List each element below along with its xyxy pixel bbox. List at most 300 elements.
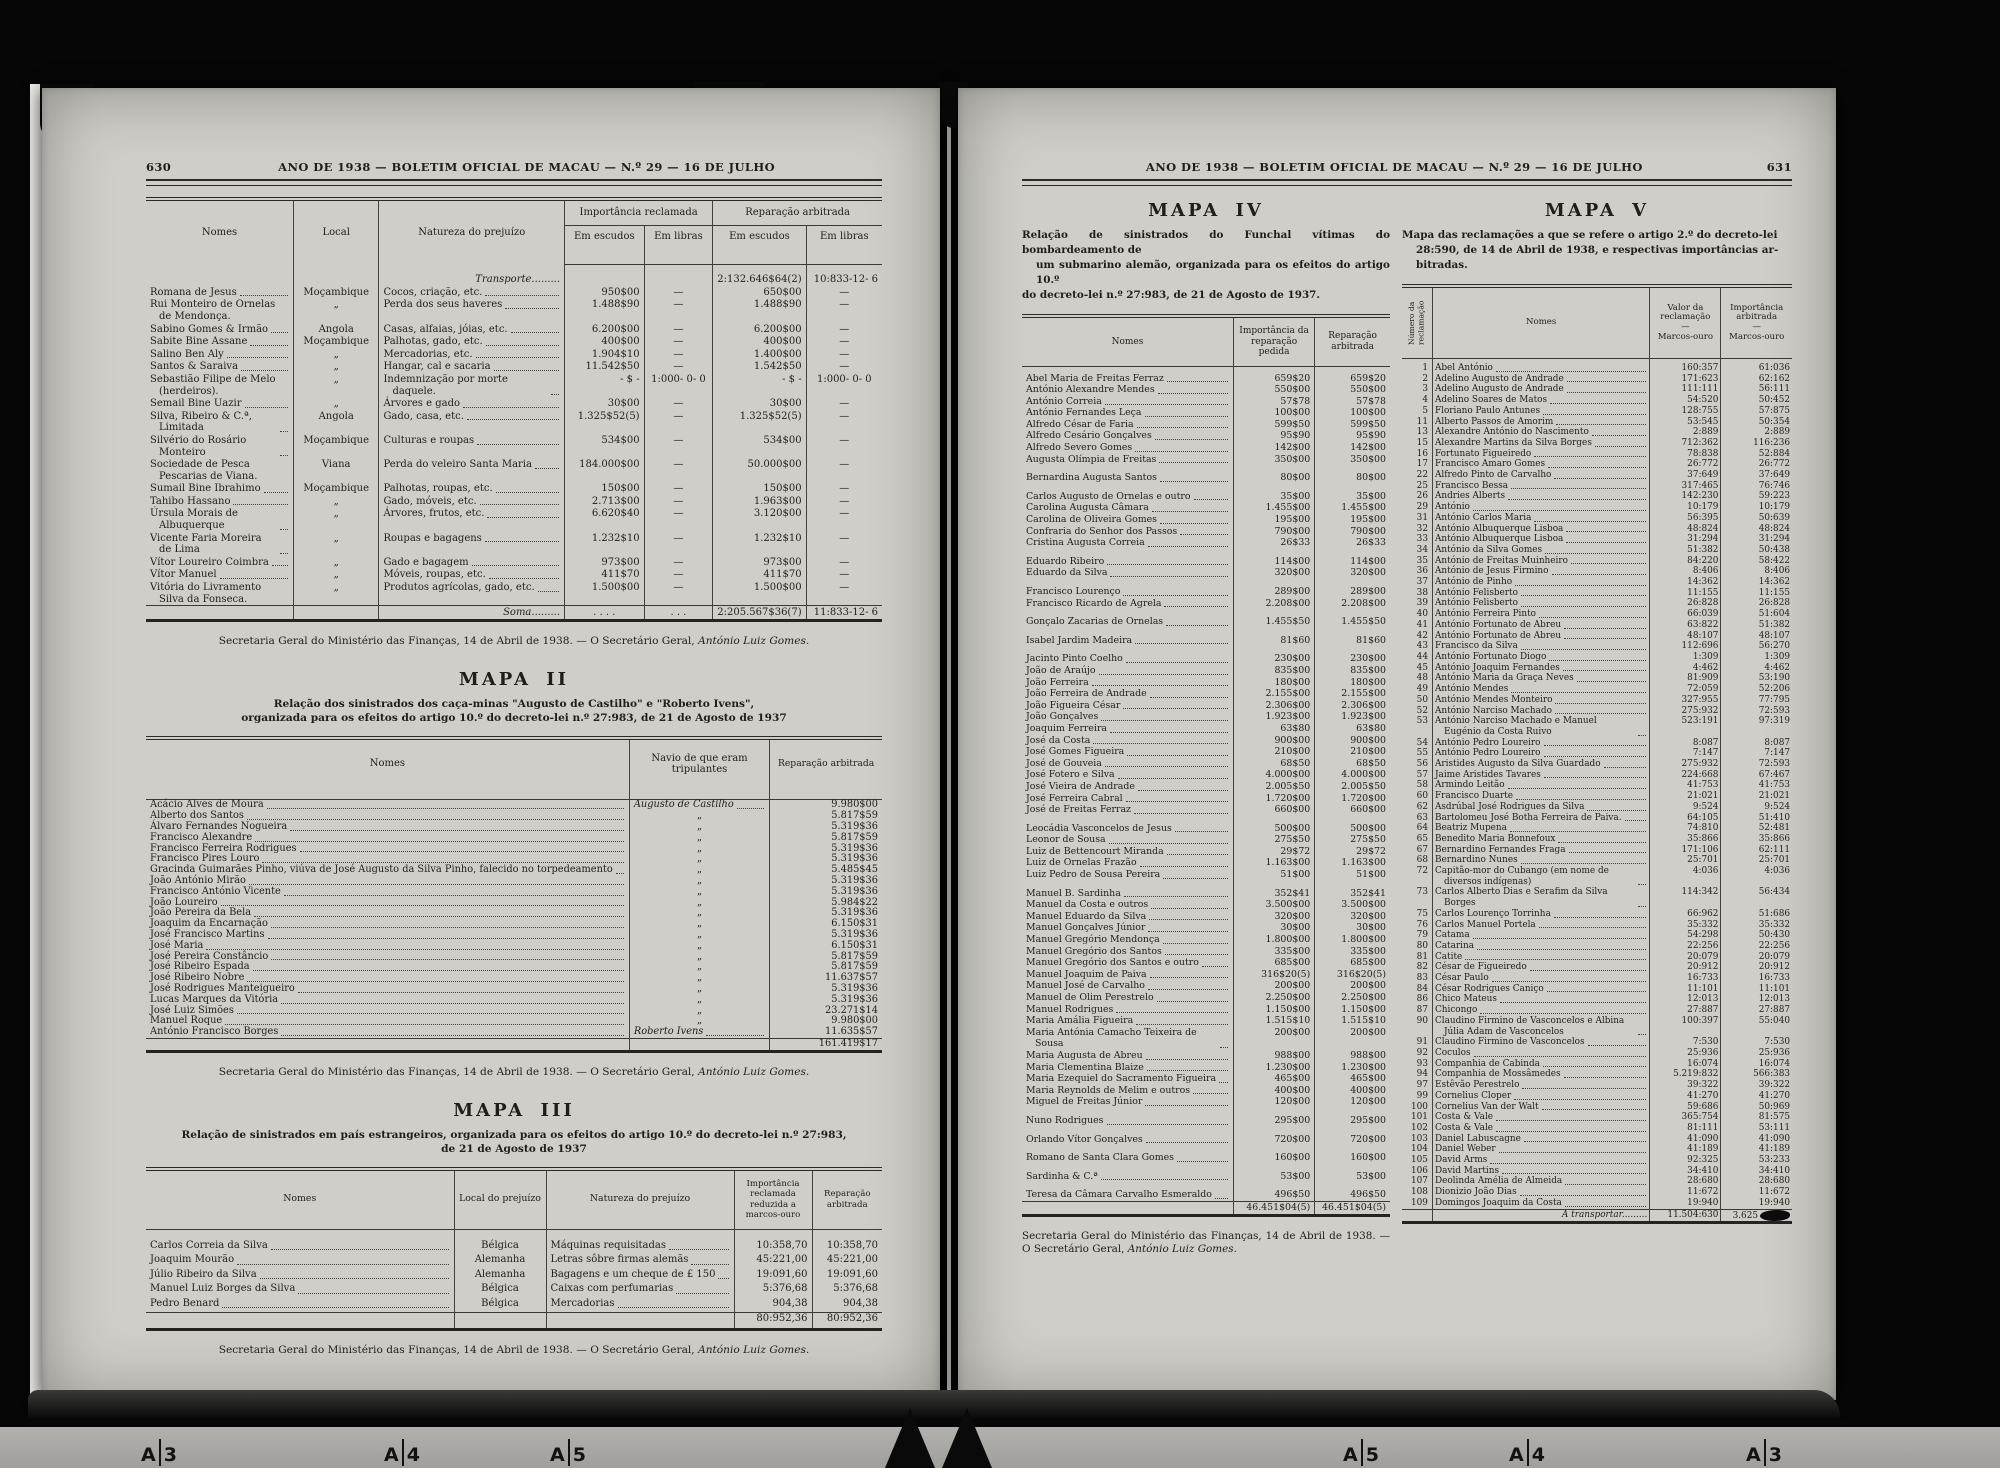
cell-valor: 10:833-12- 6 [806, 265, 882, 286]
cell-valor: 5:376,68 [812, 1283, 882, 1298]
cell-valor: 2.250$00 [1233, 992, 1314, 1004]
table-row [146, 373, 882, 397]
cell-valor: 8:087 [1721, 738, 1792, 749]
header-text: Importância arbitrada [1730, 302, 1784, 323]
cell-valor: 39:322 [1650, 1080, 1721, 1091]
table-header-row [1402, 286, 1792, 359]
table-row [1402, 845, 1792, 856]
cell-nome: Floriano Paulo Antunes [1432, 406, 1649, 417]
cell-valor: 41:189 [1650, 1144, 1721, 1155]
col-header-arbitrada: Reparação arbitrada [1315, 316, 1390, 366]
cell-valor: 496$50 [1233, 1182, 1314, 1201]
cell-valor: 29$72 [1315, 846, 1390, 858]
cell-numero: 39 [1416, 598, 1428, 609]
cell-valor: 210$00 [1315, 746, 1390, 758]
cell-local: Angola [293, 323, 378, 336]
cell-nome: Andries Alberts [1432, 491, 1649, 502]
cell-local: Alemanha [454, 1254, 546, 1269]
cell-nome: José Fotero e Silva [1022, 769, 1233, 781]
table-row [146, 1313, 882, 1330]
cell-nome: Júlio Ribeiro da Silva [146, 1269, 454, 1284]
table-row [1402, 481, 1792, 492]
table-row [1402, 1123, 1792, 1134]
cell-valor: 19:940 [1650, 1198, 1721, 1209]
cell-valor: 275:932 [1650, 759, 1721, 770]
cell-nome: Alfredo Severo Gomes [1022, 442, 1233, 454]
table-row [146, 434, 882, 458]
cell-nome: César Rodrigues Caniço [1432, 984, 1649, 995]
cell-valor: 8:406 [1650, 566, 1721, 577]
table-row [1022, 700, 1390, 712]
cell-valor: 41:090 [1721, 1134, 1792, 1145]
cell-valor: 92:325 [1650, 1155, 1721, 1166]
table-row [1022, 1004, 1390, 1016]
cell-valor: 1.923$00 [1233, 711, 1314, 723]
cell-valor: 7:147 [1650, 748, 1721, 759]
cell-valor: 95$90 [1233, 430, 1314, 442]
cell-nome: Fortunato Figueiredo [1432, 449, 1649, 460]
running-header-title: ANO DE 1938 — BOLETIM OFICIAL DE MACAU — N.º 29 — 16 DE JULHO [1145, 160, 1643, 174]
cell-valor: 51$00 [1315, 869, 1390, 881]
cell-numero: 58 [1416, 780, 1428, 791]
cell-valor: 76:746 [1721, 481, 1792, 492]
cell-local: Bélgica [454, 1229, 546, 1254]
cell-valor: 41:090 [1650, 1134, 1721, 1145]
mapa-iii-title: MAPA III [453, 1099, 575, 1121]
table-row [1022, 711, 1390, 723]
table-row [1022, 1073, 1390, 1085]
cell-valor: 54:520 [1650, 395, 1721, 406]
cell-valor: 1.400$00 [713, 348, 806, 361]
table-row [1022, 769, 1390, 781]
cell-numero: 62 [1416, 801, 1428, 812]
col-header-pedida: Importância da reparação pedida [1233, 316, 1314, 366]
cell-nome: Manuel Eduardo da Silva [1022, 911, 1233, 923]
cell-nome: Acácio Alves de Moura [146, 800, 629, 811]
cell-navio: „ [629, 941, 769, 952]
table-row [1022, 934, 1390, 946]
cell-valor: 19:940 [1721, 1198, 1792, 1209]
cell-local: „ [293, 360, 378, 373]
cell-valor: 500$00 [1233, 816, 1314, 835]
table-row [1022, 758, 1390, 770]
cell-valor: 66:039 [1650, 609, 1721, 620]
cell-numero: 42 [1416, 630, 1428, 641]
table-row [1402, 1112, 1792, 1123]
cell-valor: 2.306$00 [1233, 700, 1314, 712]
cell-valor: 195$00 [1315, 514, 1390, 526]
cell-valor: 988$00 [1315, 1050, 1390, 1062]
cell-nome: Manuel Roque [146, 1016, 629, 1027]
cell-valor: 720$00 [1233, 1127, 1314, 1146]
cell-nome: Manuel Joaquim de Paiva [1022, 969, 1233, 981]
cell-valor: — [806, 434, 882, 458]
table-row [146, 1027, 882, 1038]
col-header-numero: Número da reclamação [1402, 286, 1432, 359]
subtitle-line: do decreto-lei n.º 27:983, de 21 de Agosto de 1937. [1022, 289, 1321, 301]
cell-valor: 51:410 [1721, 813, 1792, 824]
cell-nome: César Paulo [1432, 973, 1649, 984]
col-header-navio: Navio de que eram tripulantes [629, 738, 769, 800]
cell-valor: 19:091,60 [812, 1269, 882, 1284]
table-row [1402, 1091, 1792, 1102]
cell-nome: Santos & Saraiva [146, 360, 293, 373]
cell-nome: Sardinha & C.ª [1022, 1164, 1233, 1183]
table-row [1402, 620, 1792, 631]
cell-soma-valor: 2:205.567$36(7) [713, 606, 806, 621]
cell-navio: „ [629, 854, 769, 865]
cell-nome: António de Freitas Muinheiro [1432, 556, 1649, 567]
table-row [146, 962, 882, 973]
cell-nome: António Mendes [1432, 684, 1649, 695]
ink-blot [1760, 1210, 1790, 1221]
cell-natureza: Cocos, criação, etc. [379, 286, 565, 299]
cell-numero: 57 [1416, 769, 1428, 780]
cell-valor: 835$00 [1233, 665, 1314, 677]
cell-valor: 335$00 [1315, 946, 1390, 958]
running-header [146, 160, 882, 174]
cell-nome: Sabite Bine Assane [146, 335, 293, 348]
cell-nome: Costa & Vale [1432, 1112, 1649, 1123]
cell-nome: Chicongo [1432, 1005, 1649, 1016]
cell-valor: 1:309 [1721, 652, 1792, 663]
signature-name: António Luiz Gomes. [1127, 1243, 1237, 1255]
cell-valor: 5.319$36 [770, 995, 882, 1006]
cell-valor: 5.817$59 [770, 962, 882, 973]
cell-nome: Sabino Gomes & Irmão [146, 323, 293, 336]
cell-local: Moçambique [293, 482, 378, 495]
table-row [1022, 1164, 1390, 1183]
cell-navio: „ [629, 876, 769, 887]
film-frame-marker: A 5 [550, 1439, 586, 1466]
page-number: 631 [1766, 160, 1792, 174]
cell-valor: 4.000$00 [1233, 769, 1314, 781]
cell-numero: 40 [1416, 609, 1428, 620]
cell-nome: David Martins [1432, 1166, 1649, 1177]
cell-valor: 1.800$00 [1233, 934, 1314, 946]
cell-valor: 31:294 [1721, 534, 1792, 545]
cell-nome: Orlando Vítor Gonçalves [1022, 1127, 1233, 1146]
cell-navio: „ [629, 811, 769, 822]
table-row [146, 495, 882, 508]
cell-valor: 790$00 [1315, 526, 1390, 538]
table-row [1402, 417, 1792, 428]
cell-valor: 20:079 [1721, 952, 1792, 963]
cell-valor: 10:358,70 [812, 1229, 882, 1254]
cell-valor: 350$00 [1315, 454, 1390, 466]
cell-numero: 104 [1411, 1144, 1428, 1155]
table-row [1022, 911, 1390, 923]
cell-valor: — [644, 286, 713, 299]
cell-valor: 352$41 [1315, 881, 1390, 900]
cell-valor: 5.817$59 [770, 833, 882, 844]
cell-valor: 80$00 [1233, 465, 1314, 484]
cell-navio: „ [629, 930, 769, 941]
cell-nome: António Fortunato de Abreu [1432, 620, 1649, 631]
cell-local: „ [293, 556, 378, 569]
cell-valor: 26:772 [1650, 459, 1721, 470]
cell-numero: 45 [1416, 662, 1428, 673]
cell-nome: Rui Monteiro de Ornelas de Mendonça. [150, 299, 276, 322]
cell-valor: 53:111 [1721, 1123, 1792, 1134]
cell-local: „ [293, 581, 378, 606]
col-header-em-libras: Em libras [644, 225, 713, 265]
cell-valor: 5.319$36 [770, 984, 882, 995]
table-row [1022, 484, 1390, 503]
cell-nome: Cristina Augusta Correia [1022, 537, 1233, 549]
cell-nome: Manuel Gregório Mendonça [1022, 934, 1233, 946]
cell-numero: 35 [1416, 555, 1428, 566]
cell-nome: António Joaquim Fernandes [1432, 663, 1649, 674]
cell-valor: 9.980$00 [770, 800, 882, 811]
cell-valor: 66:962 [1650, 909, 1721, 920]
table-row [1402, 802, 1792, 813]
cell-valor: 56:395 [1650, 513, 1721, 524]
table-row [146, 532, 882, 556]
cell-numero: 29 [1416, 502, 1428, 513]
table-row [1402, 791, 1792, 802]
film-frame-marker: A 4 [384, 1439, 420, 1466]
cell-valor: 12:013 [1721, 994, 1792, 1005]
cell-valor: 63:822 [1650, 620, 1721, 631]
table-row [146, 348, 882, 361]
table-row [1402, 834, 1792, 845]
cell-valor: 988$00 [1233, 1050, 1314, 1062]
cell-valor: - $ - [565, 373, 645, 397]
cell-nome: Companhia de Cabinda [1432, 1059, 1649, 1070]
table-row [1402, 1016, 1792, 1037]
cell-valor: 30$00 [1233, 922, 1314, 934]
cell-valor: 100:397 [1650, 1016, 1721, 1037]
cell-valor: 1.542$50 [713, 360, 806, 373]
cell-valor: 100$00 [1315, 407, 1390, 419]
cell-valor: 685$00 [1315, 957, 1390, 969]
cell-valor: 4:036 [1721, 866, 1792, 887]
mapa-ii-title: MAPA II [458, 668, 570, 690]
cell-valor: 41:753 [1650, 780, 1721, 791]
cell-valor: 20:912 [1650, 962, 1721, 973]
cell-valor: 80$00 [1315, 465, 1390, 484]
table-row [1402, 577, 1792, 588]
table-row [1022, 1108, 1390, 1127]
cell-nome: Beatriz Mupena [1432, 823, 1649, 834]
cell-valor: 50:438 [1721, 545, 1792, 556]
table-row [1022, 537, 1390, 549]
cell-valor: 150$00 [565, 482, 645, 495]
cell-natureza: Móveis, roupas, etc. [379, 568, 565, 581]
cell-nome: Coculos [1432, 1048, 1649, 1059]
cell-valor: 64:105 [1650, 813, 1721, 824]
cell-valor: 81:575 [1721, 1112, 1792, 1123]
table-row [1022, 665, 1390, 677]
cell-numero: 100 [1411, 1101, 1428, 1112]
cell-valor: 41:270 [1650, 1091, 1721, 1102]
cell-valor: 1.325$52(5) [565, 410, 645, 434]
table-row [1402, 770, 1792, 781]
table-row [146, 1283, 882, 1298]
cell-valor: 160$00 [1315, 1145, 1390, 1164]
col-header-reparacao: Reparação arbitrada [812, 1169, 882, 1230]
cell-valor: 10:358,70 [734, 1229, 812, 1254]
cell-nome: João Figueira César [1022, 700, 1233, 712]
table-row [146, 360, 882, 373]
cell-valor: 835$00 [1315, 665, 1390, 677]
table-row [1402, 449, 1792, 460]
cell-valor: 81$60 [1233, 628, 1314, 647]
cell-valor: — [806, 410, 882, 434]
cell-numero: 101 [1411, 1112, 1428, 1123]
cell-nome: Alfredo Cesário Gonçalves [1022, 430, 1233, 442]
table-row [146, 1269, 882, 1284]
cell-numero: 13 [1416, 427, 1428, 438]
cell-valor: 128:755 [1650, 406, 1721, 417]
cell-valor: 51$00 [1233, 869, 1314, 881]
cell-valor: 230$00 [1233, 646, 1314, 665]
cell-nome: Teresa da Câmara Carvalho Esmeraldo [1022, 1182, 1233, 1201]
cell-nome: Gonçalo Zacarias de Ornelas [1022, 609, 1233, 628]
mapa-iv-section [1022, 186, 1390, 1257]
cell-nome: João Pereira da Bela [146, 908, 629, 919]
cell-nome: Francisco Ricardo de Agrela [1022, 598, 1233, 610]
mapa-v-table [1402, 284, 1792, 1224]
cell-nome: Isabel Jardim Madeira [1022, 628, 1233, 647]
cell-nome: Bernardino Fernandes Fraga [1432, 845, 1649, 856]
film-frame-marker: A 5 [1343, 1439, 1379, 1466]
cell-navio: „ [629, 833, 769, 844]
cell-nome: António Ferreira Pinto [1432, 609, 1649, 620]
cell-nome: Joaquim Mourão [146, 1254, 454, 1269]
cell-valor: 25:701 [1650, 855, 1721, 866]
cell-nome: Nuno Rodrigues [1022, 1108, 1233, 1127]
subtitle-line: Relação de sinistrados do Funchal vítimas do bombardeamento de [1022, 229, 1390, 256]
table-row [146, 1254, 882, 1269]
table-row [1402, 1155, 1792, 1166]
cell-nome: Alberto Passos de Amorim [1432, 417, 1649, 428]
cell-natureza: Culturas e roupas [379, 434, 565, 458]
cell-valor: 4:036 [1650, 866, 1721, 887]
cell-nome: António [1432, 502, 1649, 513]
cell-nome: Francisco Alexandre [146, 833, 629, 844]
cell-valor: 100$00 [1233, 407, 1314, 419]
table-row [1022, 396, 1390, 408]
cell-nome: Dionizio João Dias [1432, 1187, 1649, 1198]
table-row [1402, 866, 1792, 887]
cell-nome: Maria Antónia Camacho Teixeira de Sousa [1022, 1027, 1233, 1050]
cell-valor: 465$00 [1315, 1073, 1390, 1085]
table-row [146, 1298, 882, 1313]
cell-nome: Joaquim Ferreira [1022, 723, 1233, 735]
table-row [1022, 677, 1390, 689]
cell-numero: 108 [1411, 1187, 1428, 1198]
table-row [1402, 502, 1792, 513]
table-row [1402, 598, 1792, 609]
table-row [1022, 1062, 1390, 1074]
cell-numero: 79 [1416, 930, 1428, 941]
cell-nome: Bartolomeu José Botha Ferreira de Paiva. [1432, 813, 1649, 824]
cell-valor: 10:179 [1650, 502, 1721, 513]
cell-numero: 102 [1411, 1122, 1428, 1133]
cell-valor: 5.319$36 [770, 822, 882, 833]
cell-local: „ [293, 397, 378, 410]
cell-valor: 52:481 [1721, 823, 1792, 834]
table-row [1022, 579, 1390, 598]
cell-valor: 81:909 [1650, 673, 1721, 684]
cell-nome: Leonor de Sousa [1022, 834, 1233, 846]
table-header-row [146, 199, 882, 225]
cell-valor: 22:256 [1650, 941, 1721, 952]
cell-valor: 1.325$52(5) [713, 410, 806, 434]
cell-nome: José Luiz Simões [146, 1006, 629, 1017]
cell-navio: „ [629, 898, 769, 909]
cell-valor: 21:021 [1721, 791, 1792, 802]
cell-natureza: Gado e bagagem [379, 556, 565, 569]
cell-nome: Luiz de Bettencourt Miranda [1022, 846, 1233, 858]
table-row [1022, 646, 1390, 665]
cell-nome: José da Costa [1022, 735, 1233, 747]
cell-numero: 106 [1411, 1165, 1428, 1176]
cell-valor: 28:680 [1650, 1176, 1721, 1187]
cell-local: Bélgica [454, 1283, 546, 1298]
cell-valor: 180$00 [1233, 677, 1314, 689]
cell-valor: 6.150$31 [770, 941, 882, 952]
table-row [146, 1229, 882, 1254]
cell-valor: 150$00 [713, 482, 806, 495]
table-row [1402, 684, 1792, 695]
marker-tick [1527, 1439, 1529, 1466]
table-row [1402, 1198, 1792, 1209]
cell-valor: 1.720$00 [1233, 793, 1314, 805]
cell-valor: 1:000- 0- 0 [806, 373, 882, 397]
table-row [1402, 1059, 1792, 1070]
cell-valor: 6.150$31 [770, 919, 882, 930]
cell-valor: 1.150$00 [1233, 1004, 1314, 1016]
cell-numero: 25 [1416, 480, 1428, 491]
cell-valor: 1.455$00 [1233, 502, 1314, 514]
cell-numero: 4 [1422, 395, 1428, 406]
cell-numero: 91 [1416, 1037, 1428, 1048]
cell-valor: 210$00 [1233, 746, 1314, 758]
cell-nome: Álvaro Fernandes Nogueira [146, 822, 629, 833]
cell-valor: 224:668 [1650, 770, 1721, 781]
page-number: 630 [146, 160, 172, 174]
cell-valor: 400$00 [713, 335, 806, 348]
table-row [1402, 513, 1792, 524]
cell-valor: 400$00 [1233, 1085, 1314, 1097]
film-frame-marker: A 3 [1746, 1439, 1782, 1466]
cell-valor: 19:091,60 [734, 1269, 812, 1284]
cell-valor: 35$00 [1233, 484, 1314, 503]
cell-navio: „ [629, 984, 769, 995]
table-row [1402, 920, 1792, 931]
signature-line [146, 1344, 882, 1356]
cell-valor: 31:294 [1650, 534, 1721, 545]
table-row [1022, 549, 1390, 568]
cell-valor: 11.635$57 [770, 1027, 882, 1038]
cell-valor: 1.500$00 [713, 581, 806, 606]
cell-nome: José Ribeiro Espada [146, 962, 629, 973]
cell-valor: 1.923$00 [1315, 711, 1390, 723]
cell-navio: „ [629, 908, 769, 919]
cell-valor: 11.637$57 [770, 973, 882, 984]
cell-valor: 26:828 [1650, 598, 1721, 609]
subtitle-line: Relação de sinistrados em país estrangeiros, organizada para os efeitos do artigo 10.º do decreto-lei n.º 27:983, [181, 1128, 847, 1141]
cell-valor: — [644, 581, 713, 606]
table-row [146, 298, 882, 322]
cell-numero: 5 [1422, 405, 1428, 416]
cell-navio: „ [629, 952, 769, 963]
cell-valor: 45:221,00 [734, 1254, 812, 1269]
cell-numero: 75 [1416, 908, 1428, 919]
